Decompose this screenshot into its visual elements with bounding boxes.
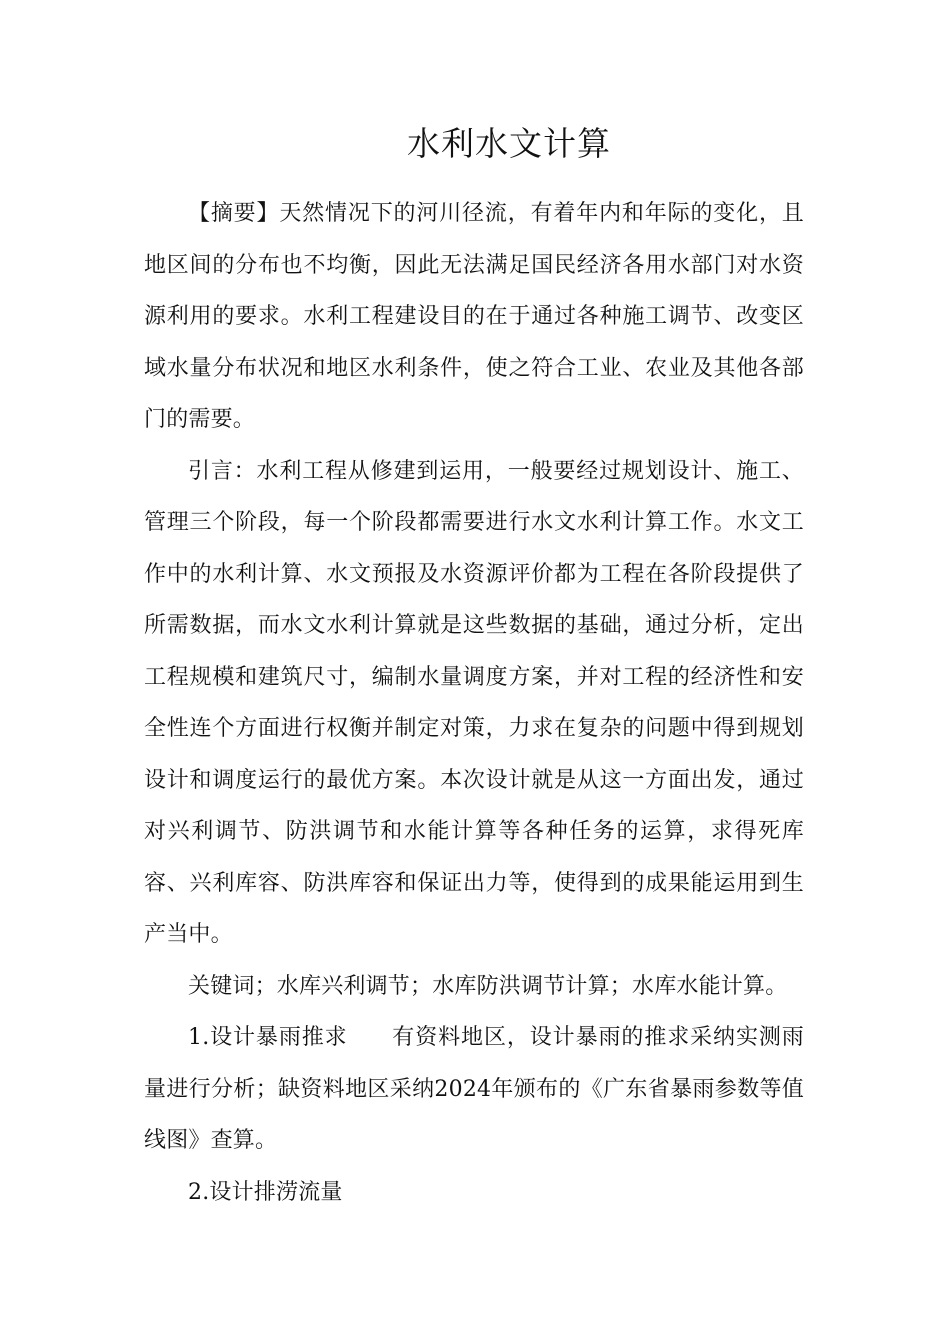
keywords-paragraph: 关键词；水库兴利调节；水库防洪调节计算；水库水能计算。 <box>188 973 788 999</box>
section-1-heading: 1.设计暴雨推求 <box>188 1025 348 1050</box>
abstract-paragraph: 【摘要】天然情况下的河川径流，有着年内和年际的变化，且地区间的分布也不均衡，因此无法满足国民经济各用水部门对水资源利用的要求。水利工程建设目的在于通过各种施工调节、改变区域水量分布状况和地区水利条件，使之符合工业、农业及其他各部门的需要。 <box>144 201 804 432</box>
section-1-text: 有资料地区，设计暴雨的推求采纳实测雨量进行分析；缺资料地区采纳2024年颁布的《广东省暴雨参数等值线图》查算。 <box>144 1025 804 1153</box>
section-2-heading: 2.设计排涝流量 <box>188 1179 343 1205</box>
document-body <box>144 188 804 1218</box>
document-title: 水利水文计算 <box>407 124 611 163</box>
intro-paragraph: 引言：水利工程从修建到运用，一般要经过规划设计、施工、管理三个阶段，每一个阶段都需要进行水文水利计算工作。水文工作中的水利计算、水文预报及水资源评价都为工程在各阶段提供了所需数据，而水文水利计算就是这些数据的基础，通过分析，定出工程规模和建筑尺寸，编制水量调度方案，并对工程的经济性和安全性连个方面进行权衡并制定对策，力求在复杂的问题中得到规划设计和调度运行的最优方案。本次设计就是从这一方面出发，通过对兴利调节、防洪调节和水能计算等各种任务的运算，求得死库容、兴利库容、防洪库容和保证出力等，使得到的成果能运用到生产当中。 <box>144 458 804 947</box>
section-1-paragraph <box>144 1012 804 1167</box>
